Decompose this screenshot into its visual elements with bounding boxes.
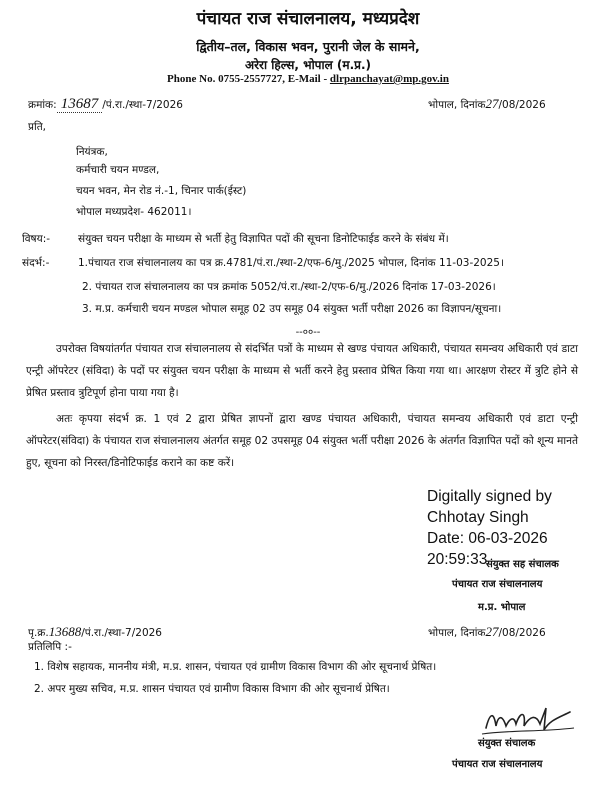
endorsement-number — [28, 624, 162, 640]
signatory-1-place: म.प्र. भोपाल — [478, 602, 526, 613]
subject-text: संयुक्त चयन परीक्षा के माध्यम से भर्ती हेतु विज्ञापित पदों की सूचना डिनोटिफाईड करने के संबंध में। — [78, 233, 449, 245]
reference-item-2: 2. पंचायत राज संचालनालय का पत्र क्रमांक 5052/पं.रा./स्था-2/एफ-6/मु./2026 दिनांक 17-03-2026। — [82, 281, 496, 293]
signatory-1-title: संयुक्त सह संचालक — [486, 559, 559, 570]
copy-item-2: 2. अपर मुख्य सचिव, म.प्र. शासन पंचायत एवं ग्रामीण विकास विभाग की ओर सूचनार्थ प्रेषित। — [34, 683, 390, 695]
reference-item-3: 3. म.प्र. कर्मचारी चयन मण्डल भोपाल समूह 02 उप समूह 04 संयुक्त भर्ती परीक्षा 2026 का विज्ञापन/सूचना। — [82, 303, 502, 315]
ref-date-rest: /08/2026 — [498, 99, 546, 111]
address-line-1: द्वितीय–तल, विकास भवन, पुरानी जेल के सामने, — [196, 39, 420, 54]
ref-handwritten-number: 13687 — [57, 96, 103, 113]
email-link[interactable]: dlrpanchayat@mp.gov.in — [329, 73, 449, 85]
endorsement-suffix: /पं.रा./स्था-7/2026 — [81, 627, 162, 639]
addressee-line-4: भोपाल मध्यप्रदेश- 462011। — [76, 206, 192, 218]
ref-place-date: भोपाल, दिनांक — [428, 99, 486, 111]
copy-label: प्रतिलिपि :- — [28, 641, 72, 653]
endorsement-place-date: भोपाल, दिनांक — [428, 627, 486, 639]
ref-number: क्रमांक: 13687 /पं.रा./स्था-7/2026 — [28, 96, 183, 112]
separator: --००-- — [295, 327, 321, 338]
addressee-line-1: नियंत्रक, — [76, 146, 108, 158]
phone-text: Phone No. 0755-2557727, E-Mail - — [167, 73, 330, 85]
digital-signature-line-3: Date: 06-03-2026 — [427, 530, 548, 547]
signatory-1-org: पंचायत राज संचालनालय — [452, 579, 543, 590]
address-line-2: अरेरा हिल्स, भोपाल (म.प्र.) — [244, 58, 372, 72]
ref-day: 27 — [485, 96, 499, 111]
signatory-2-org: पंचायत राज संचालनालय — [452, 759, 543, 770]
references-label: संदर्भ:- — [22, 257, 50, 269]
endorsement-handwritten-number: 13688 — [48, 624, 82, 639]
body-paragraph-2 — [26, 408, 578, 474]
body-paragraph-1 — [26, 338, 578, 404]
signatory-2-title: संयुक्त संचालक — [478, 738, 536, 749]
digital-signature-line-4: 20:59:33 — [427, 551, 488, 568]
digital-signature-line-1: Digitally signed by — [427, 488, 552, 505]
addressee-line-2: कर्मचारी चयन मण्डल, — [76, 164, 160, 176]
ref-date — [428, 96, 546, 112]
ref-label: क्रमांक — [28, 99, 54, 111]
endorsement-date — [428, 624, 546, 640]
endorsement-day: 27 — [485, 624, 499, 639]
body-paragraph-1-text: उपरोक्त विषयांतर्गत पंचायत राज संचालनालय से संदर्भित पत्रों के माध्यम से खण्ड पंचायत अधिकारी, पंचायत समन्वय अधिकारी एवं डाटा एन्ट्री ऑपरेटर (संविदा) के पदों पर संयुक्त चयन परीक्षा के माध्यम से भर्ती करने हेतु प्रस्ताव प्रेषित किया गया था। आरक्षण रोस्टर में त्रुटि होने से प्रेषित प्रस्ताव त्रुटिपूर्ण होना पाया गया है। — [26, 343, 578, 399]
endorsement-date-rest: /08/2026 — [498, 627, 546, 639]
digital-signature-line-2: Chhotay Singh — [427, 509, 529, 526]
subject-label: विषय:- — [22, 233, 51, 245]
copy-item-1: 1. विशेष सहायक, माननीय मंत्री, म.प्र. शासन, पंचायत एवं ग्रामीण विकास विभाग की ओर सूचनार्थ प्रेषित। — [34, 661, 437, 673]
endorsement-label: पृ.क्र. — [28, 627, 49, 639]
reference-item-1: 1.पंचायत राज संचालनालय का पत्र क्र.4781/पं.रा./स्था-2/एफ-6/मु./2025 भोपाल, दिनांक 11-03-2025। — [78, 257, 504, 269]
ref-suffix: /पं.रा./स्था-7/2026 — [102, 99, 183, 111]
body-paragraph-2-text: अतः कृपया संदर्भ क्र. 1 एवं 2 द्वारा प्रेषित ज्ञापनों द्वारा खण्ड पंचायत अधिकारी, पंचायत समन्वय अधिकारी एवं डाटा एन्ट्री ऑपरेटर(संविदा) के पंचायत राज संचालनालय अंतर्गत समूह 02 उपसमूह 04 संयुक्त भर्ती परीक्षा 2026 के अंतर्गत विज्ञापित पदों को शून्य मानते हुए, सूचना को निरस्त/डिनोटिफाईड कराने का कष्ट करें। — [26, 413, 578, 469]
prati-label: प्रति, — [28, 121, 47, 133]
contact-line — [0, 73, 616, 85]
org-title: पंचायत राज संचालनालय, मध्यप्रदेश — [196, 9, 420, 29]
addressee-line-3: चयन भवन, मेन रोड नं.-1, चिनार पार्क(ईस्ट) — [76, 185, 247, 197]
